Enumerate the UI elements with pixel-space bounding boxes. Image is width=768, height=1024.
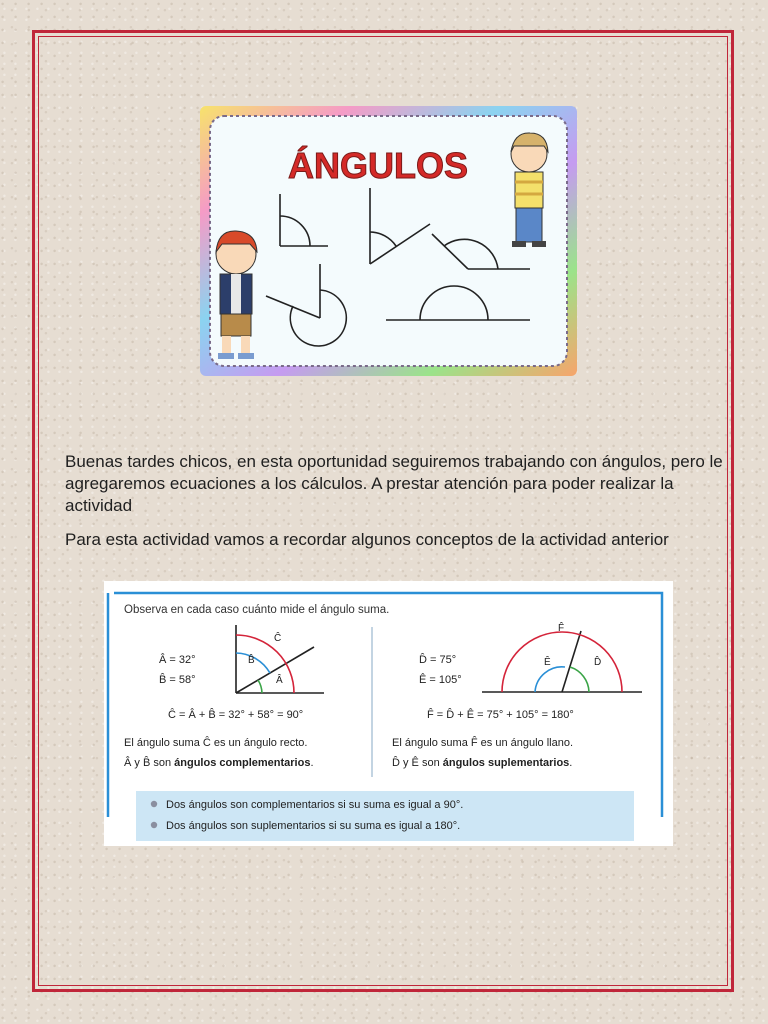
eq-a: Â = 32° bbox=[159, 654, 196, 666]
angulos-illustration bbox=[200, 106, 577, 376]
label-b: B̂ bbox=[248, 655, 255, 666]
right-note-1: El ángulo suma F̂ es un ángulo llano. bbox=[392, 737, 574, 749]
label-f: F̂ bbox=[558, 623, 565, 634]
worksheet-figure bbox=[104, 581, 673, 846]
rule-complementary: Dos ángulos son complementarios si su suma es igual a 90°. bbox=[166, 799, 464, 811]
hero-title: ÁNGULOS bbox=[288, 145, 468, 186]
label-a: Â bbox=[276, 675, 283, 686]
rule-supplementary: Dos ángulos son suplementarios si su suma es igual a 180°. bbox=[166, 820, 461, 832]
label-e: Ê bbox=[544, 657, 551, 668]
eq-e: Ê = 105° bbox=[419, 674, 462, 686]
intro-paragraph: Buenas tardes chicos, en esta oportunidad seguiremos trabajando con ángulos, pero le agregaremos ecuaciones a los cálculos. A prestar atención para poder realizar la actividad bbox=[65, 452, 723, 515]
eq-b: B̂ = 58° bbox=[159, 674, 196, 686]
label-d: D̂ bbox=[594, 657, 602, 668]
left-sum: Ĉ = Â + B̂ = 32° + 58° = 90° bbox=[168, 709, 304, 721]
eq-d: D̂ = 75° bbox=[419, 654, 457, 666]
bullet-icon bbox=[151, 801, 157, 807]
reminder-paragraph: Para esta actividad vamos a recordar algunos conceptos de la actividad anterior bbox=[65, 530, 669, 549]
right-note-2: D̂ y Ê son ángulos suplementarios. bbox=[392, 757, 573, 769]
right-sum: F̂ = D̂ + Ê = 75° + 105° = 180° bbox=[427, 709, 574, 721]
worksheet-instruction: Observa en cada caso cuánto mide el ángulo suma. bbox=[124, 604, 390, 616]
label-c: Ĉ bbox=[274, 633, 282, 644]
left-note-2: Â y B̂ son ángulos complementarios. bbox=[124, 757, 314, 769]
bullet-icon bbox=[151, 822, 157, 828]
left-note-1: El ángulo suma Ĉ es un ángulo recto. bbox=[124, 737, 308, 749]
girl-cartoon bbox=[511, 133, 548, 247]
